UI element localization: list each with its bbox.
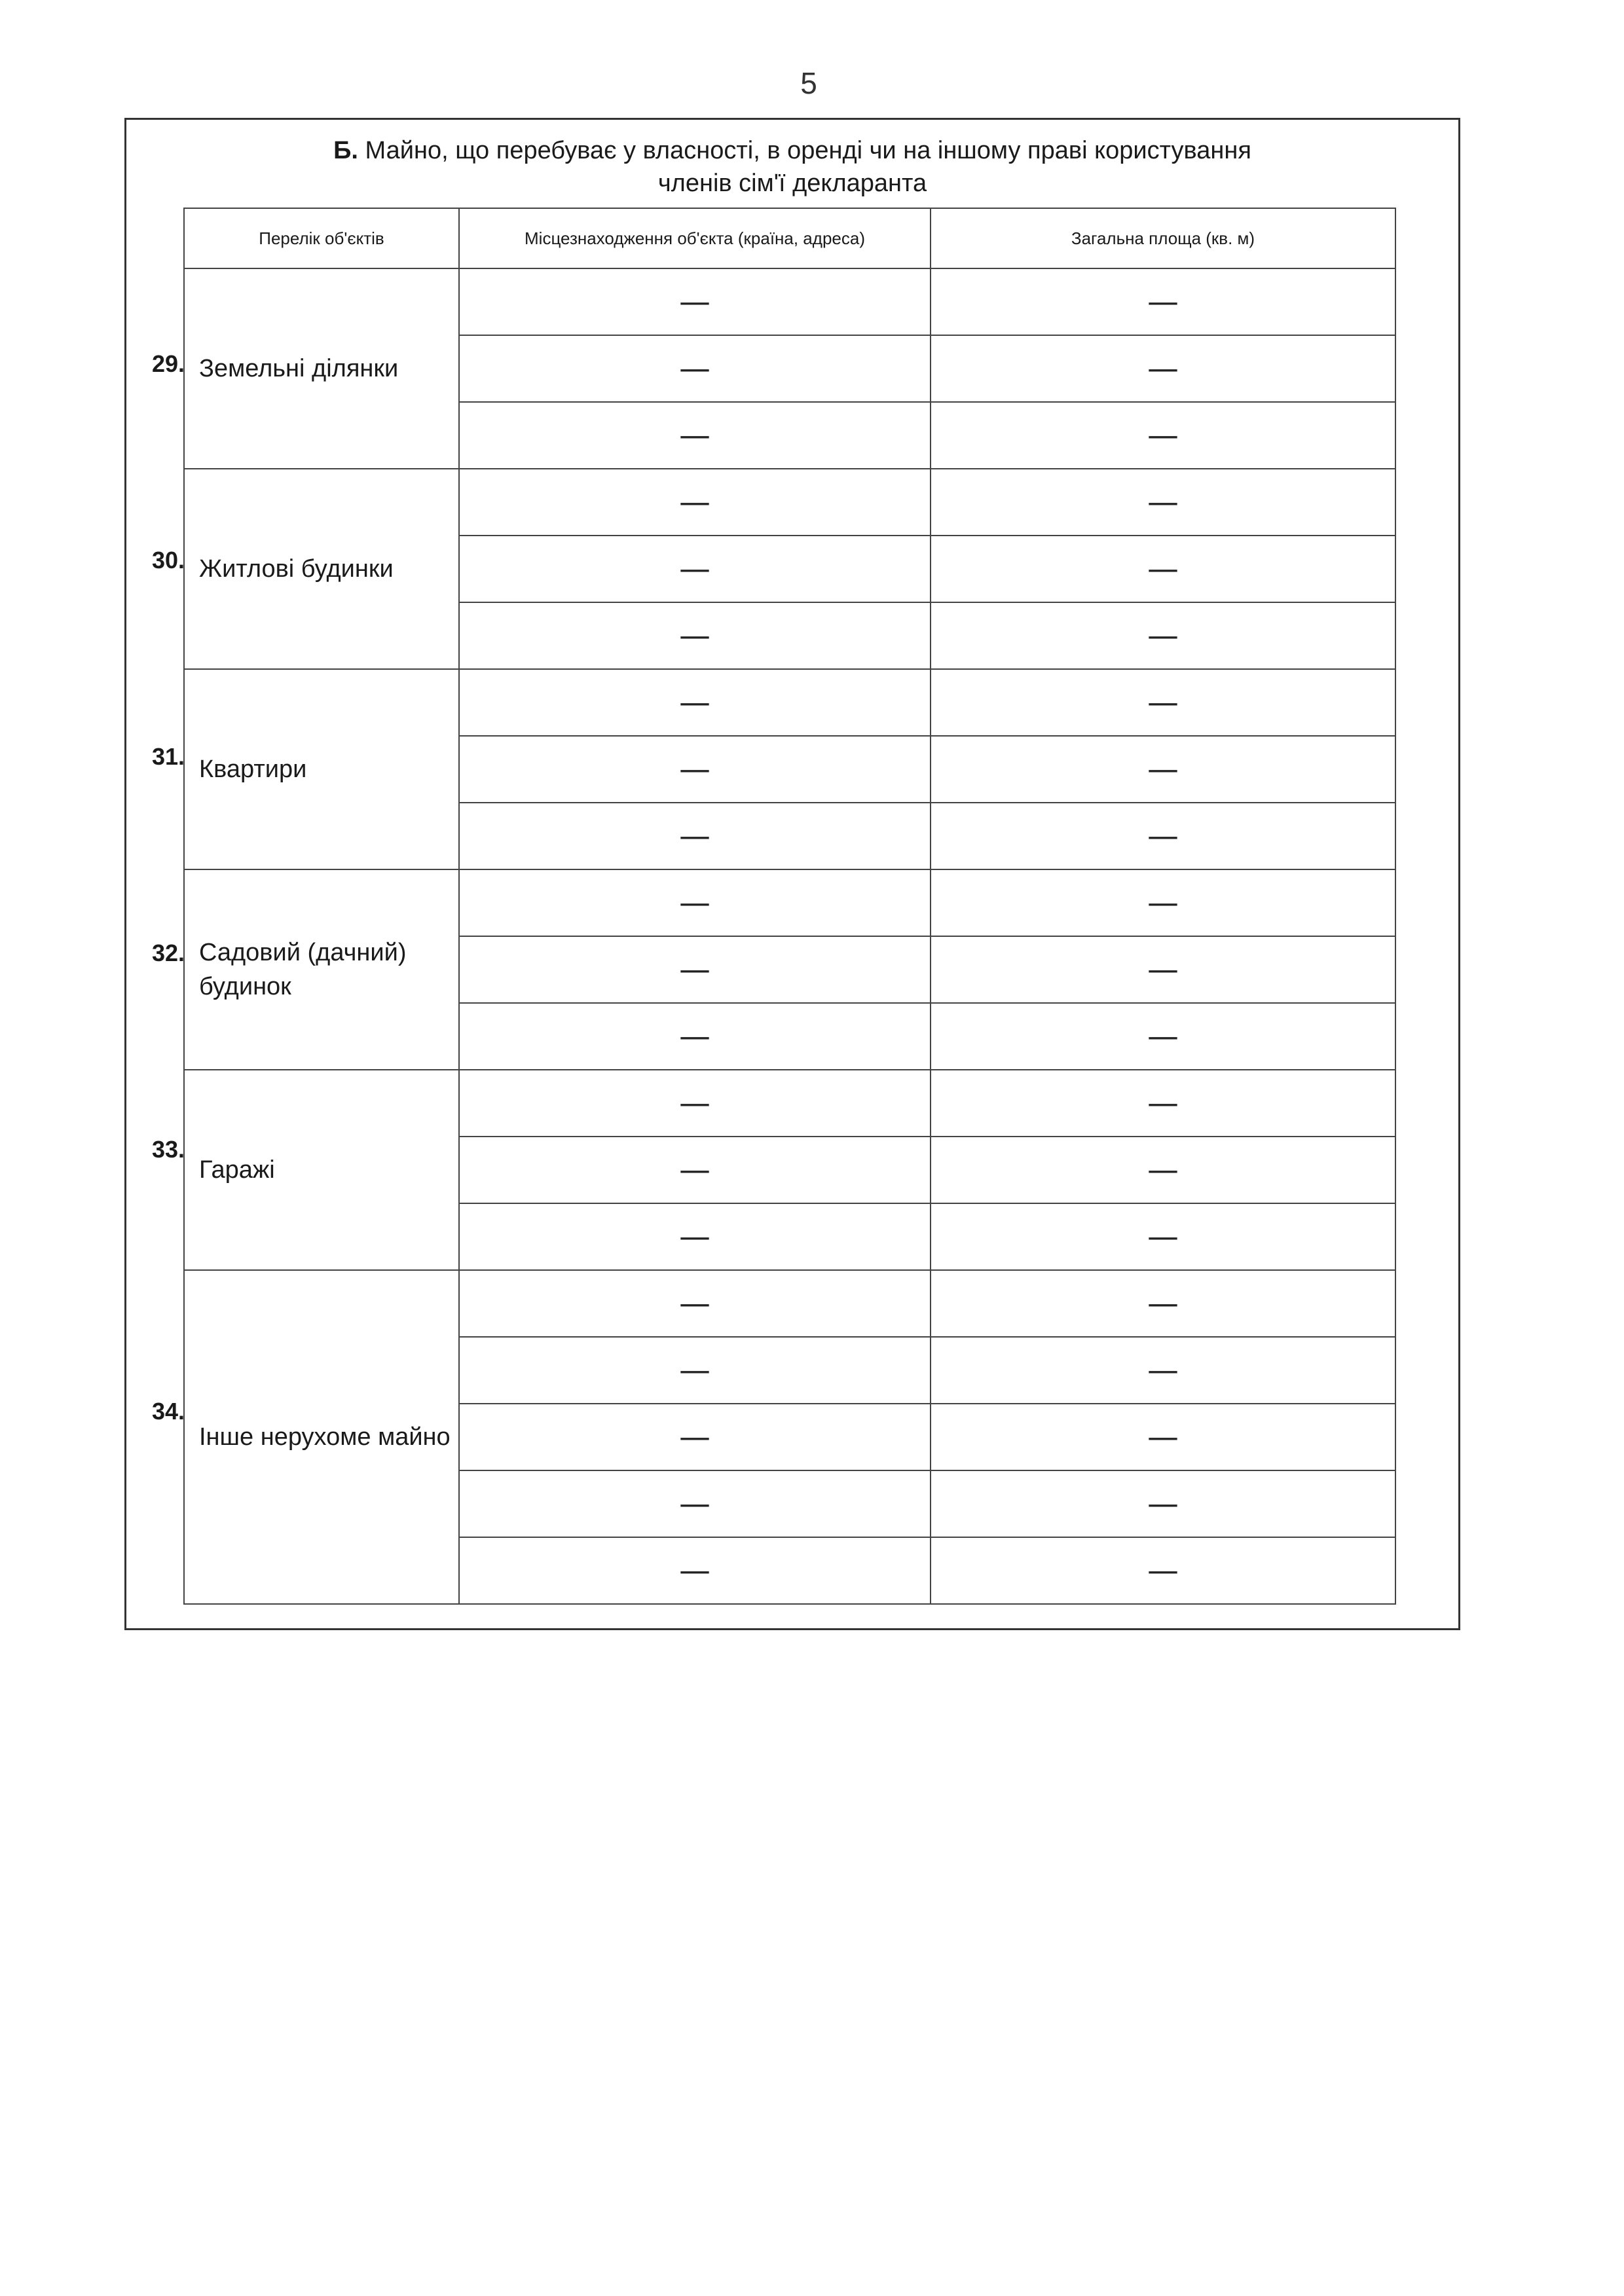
area-cell: —: [931, 335, 1395, 402]
area-cell: —: [931, 268, 1395, 335]
location-cell: —: [459, 669, 931, 736]
location-cell: —: [459, 1070, 931, 1137]
location-cell: —: [459, 1404, 931, 1470]
category-cell: Житлові будинки: [184, 469, 459, 669]
area-cell: —: [931, 736, 1395, 803]
section-title-line1: [124, 134, 1460, 167]
area-cell: —: [931, 1203, 1395, 1270]
section-title-text: Майно, що перебуває у власності, в оренді чи на іншому праві користування: [365, 137, 1251, 164]
table-row: [184, 469, 1395, 536]
section-title: [124, 134, 1460, 200]
table-row: [184, 669, 1395, 736]
table-row: [184, 1270, 1395, 1337]
category-cell: Квартири: [184, 669, 459, 869]
header-area: Загальна площа (кв. м): [931, 208, 1395, 268]
section-label: Б.: [333, 137, 358, 164]
location-cell: —: [459, 402, 931, 469]
area-cell: —: [931, 669, 1395, 736]
area-cell: —: [931, 936, 1395, 1003]
location-cell: —: [459, 536, 931, 602]
location-cell: —: [459, 1270, 931, 1337]
area-cell: —: [931, 1470, 1395, 1537]
location-cell: —: [459, 936, 931, 1003]
area-cell: —: [931, 1404, 1395, 1470]
area-cell: —: [931, 1537, 1395, 1604]
location-cell: —: [459, 469, 931, 536]
table-row: [184, 869, 1395, 936]
row-number: 31.: [151, 743, 185, 770]
row-number: 29.: [151, 350, 185, 377]
row-number: 33.: [151, 1136, 185, 1163]
area-cell: —: [931, 1070, 1395, 1137]
area-cell: —: [931, 602, 1395, 669]
area-cell: —: [931, 1270, 1395, 1337]
table-header-row: [184, 208, 1395, 268]
location-cell: —: [459, 1537, 931, 1604]
location-cell: —: [459, 335, 931, 402]
location-cell: —: [459, 268, 931, 335]
table-row: [184, 1070, 1395, 1137]
row-number: 34.: [151, 1398, 185, 1425]
area-cell: —: [931, 803, 1395, 869]
area-cell: —: [931, 1337, 1395, 1404]
property-table: [183, 208, 1396, 1605]
location-cell: —: [459, 869, 931, 936]
location-cell: —: [459, 1470, 931, 1537]
category-cell: Інше нерухоме майно: [184, 1270, 459, 1604]
location-cell: —: [459, 1337, 931, 1404]
table-body: [184, 268, 1395, 1604]
header-location: Місцезнаходження об'єкта (країна, адреса): [459, 208, 931, 268]
row-number: 30.: [151, 547, 185, 574]
location-cell: —: [459, 1203, 931, 1270]
section-title-line2: членів сім'ї декларанта: [657, 170, 927, 197]
area-cell: —: [931, 869, 1395, 936]
area-cell: —: [931, 1137, 1395, 1203]
location-cell: —: [459, 803, 931, 869]
location-cell: —: [459, 1137, 931, 1203]
area-cell: —: [931, 402, 1395, 469]
header-objects: Перелік об'єктів: [184, 208, 459, 268]
location-cell: —: [459, 736, 931, 803]
area-cell: —: [931, 469, 1395, 536]
table-row: [184, 268, 1395, 335]
page-number: 5: [800, 66, 817, 100]
row-number: 32.: [151, 939, 185, 966]
category-cell: Гаражі: [184, 1070, 459, 1270]
location-cell: —: [459, 1003, 931, 1070]
location-cell: —: [459, 602, 931, 669]
area-cell: —: [931, 1003, 1395, 1070]
category-cell: Садовий (дачний) будинок: [184, 869, 459, 1070]
category-cell: Земельні ділянки: [184, 268, 459, 469]
area-cell: —: [931, 536, 1395, 602]
